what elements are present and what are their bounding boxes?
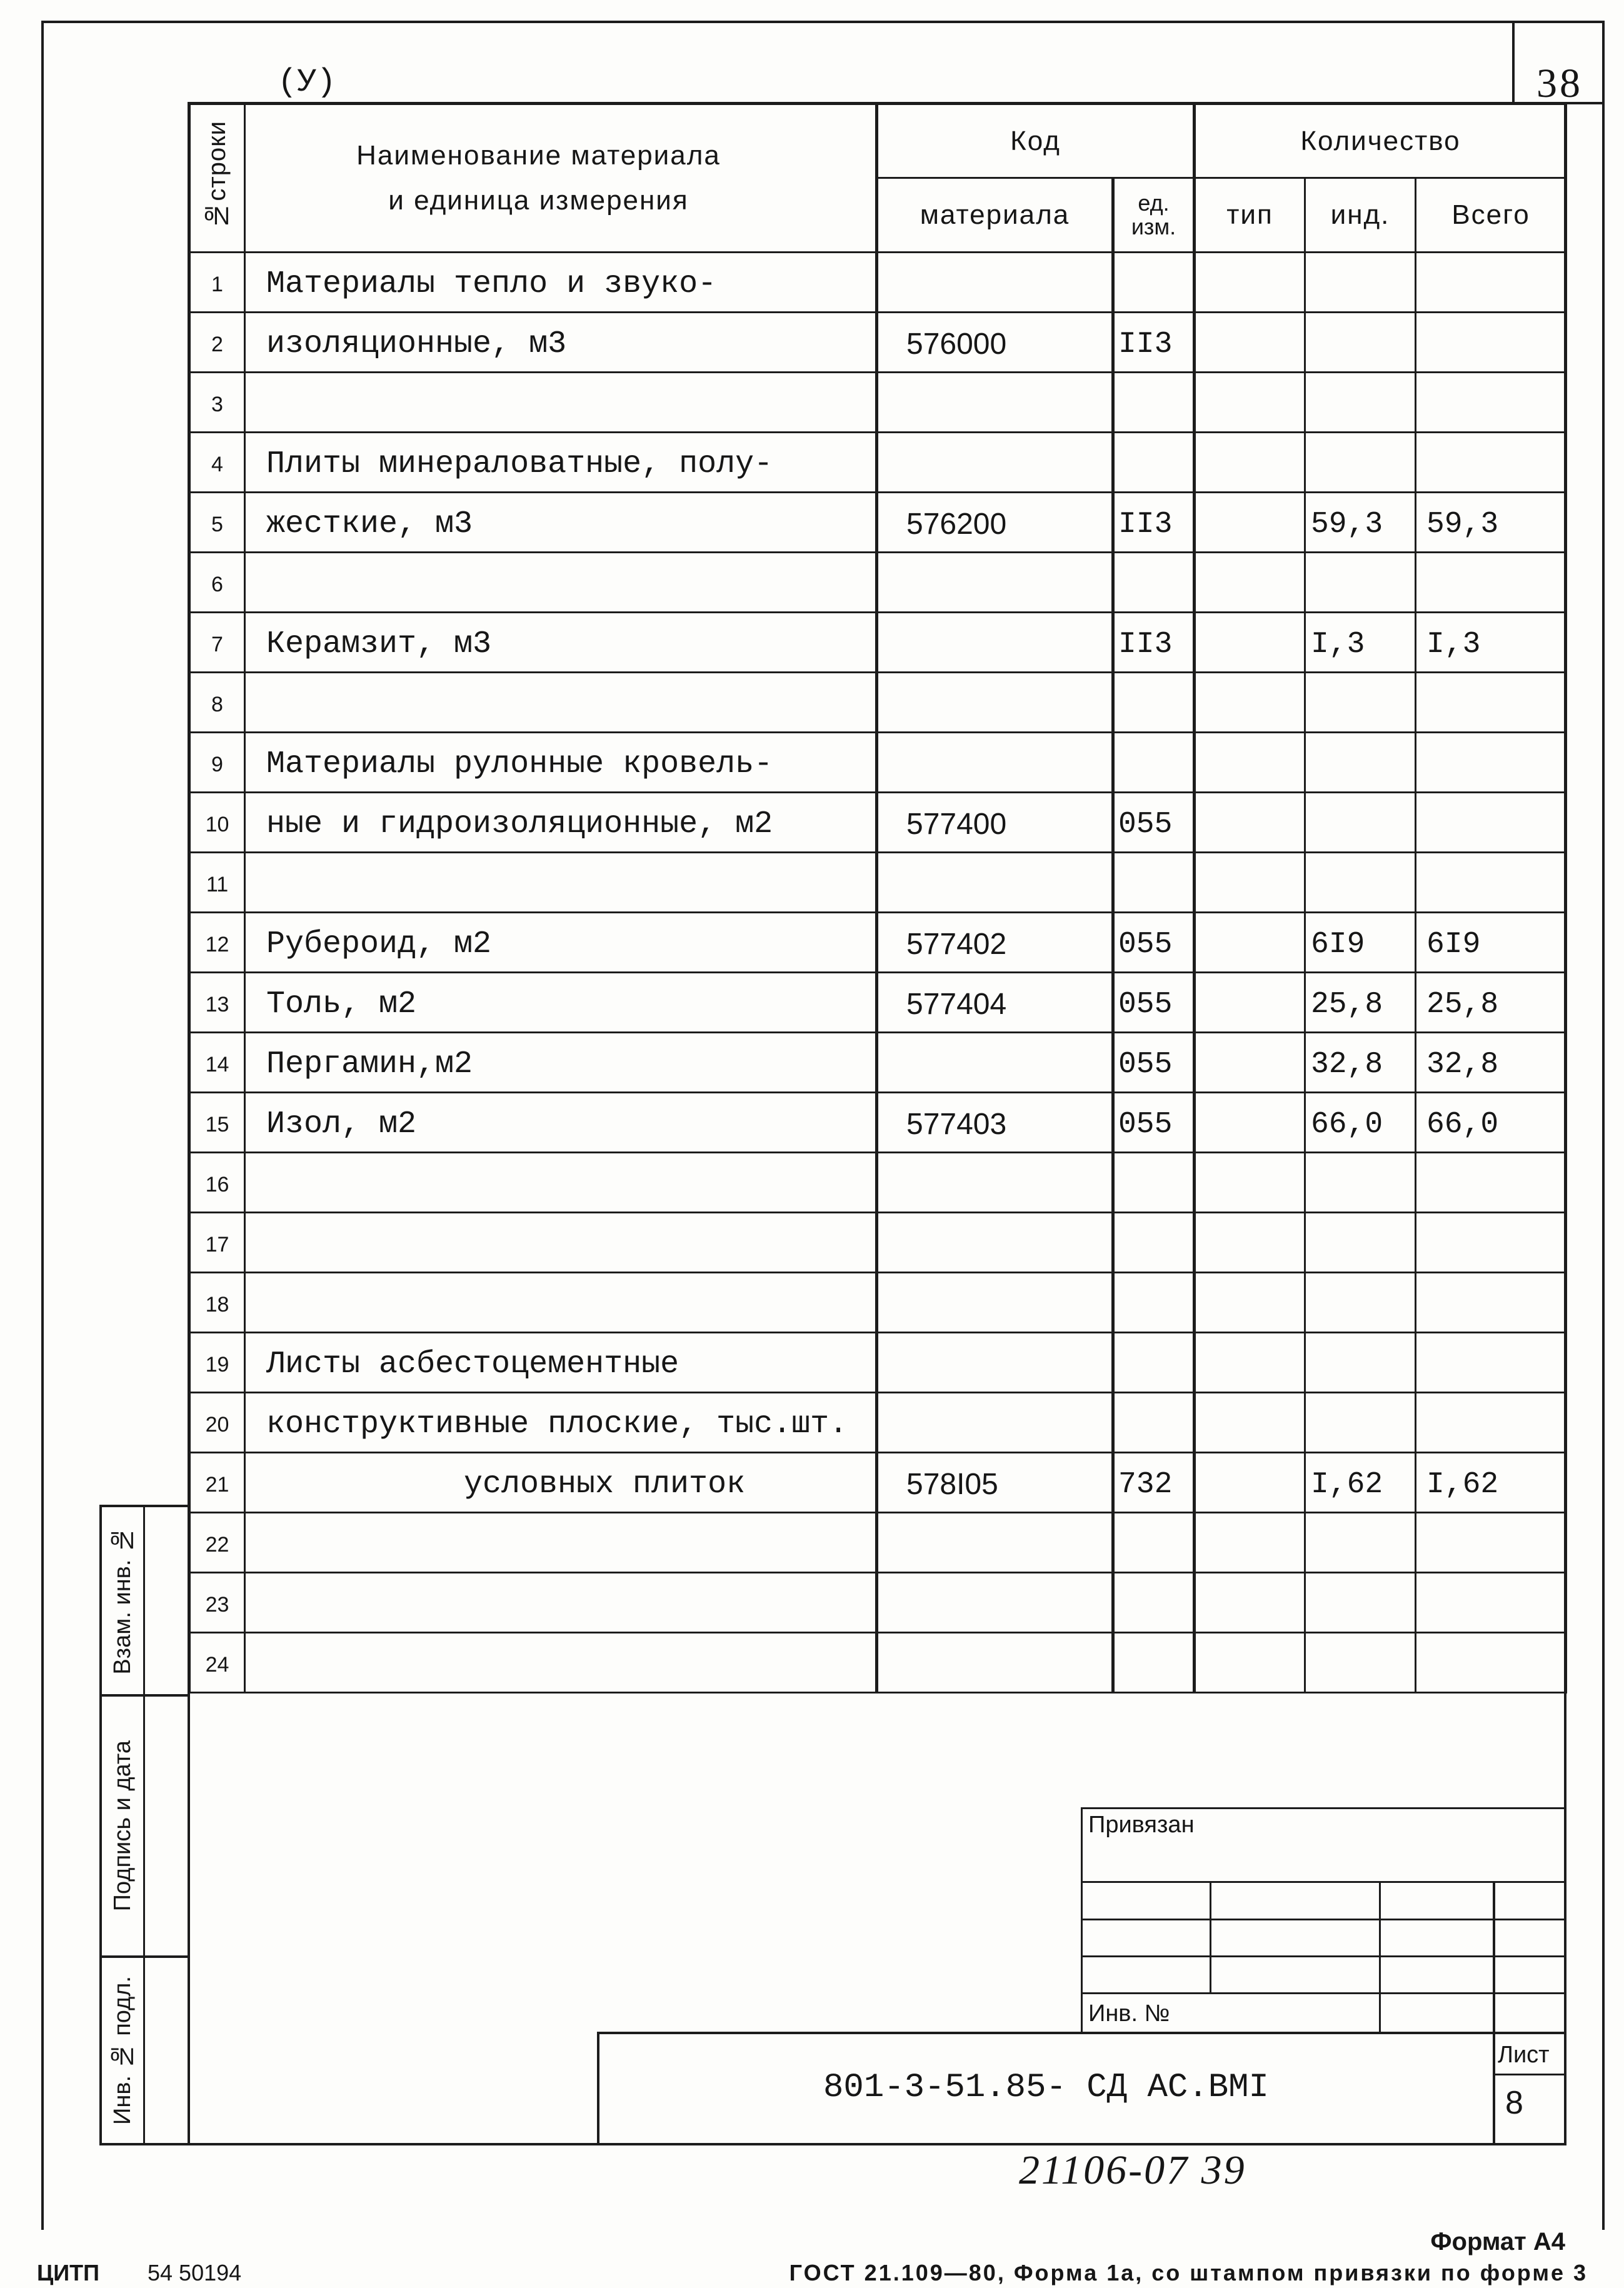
row-number-cell: 2 [190,313,245,373]
quantity-total-cell: 66,0 [1416,1093,1566,1153]
material-name-cell: изоляционные, м3 [245,313,877,373]
footer-organization: ЦИТП [37,2260,100,2285]
quantity-total-cell [1416,673,1566,733]
quantity-type-cell [1195,1153,1305,1213]
quantity-type-cell [1195,1573,1305,1633]
side-stamp-original-inv-cell [102,1958,143,2143]
table-row [190,613,1566,673]
material-name-cell [245,1633,877,1693]
table-row [190,253,1566,313]
material-code-cell: 578I05 [877,1453,1113,1513]
table-row [190,913,1566,973]
quantity-total-cell [1416,1633,1566,1693]
quantity-total-cell [1416,1153,1566,1213]
row-number-cell: 4 [190,433,245,493]
material-code-cell: 576000 [877,313,1113,373]
quantity-individual-cell [1305,433,1416,493]
material-name-cell: Пергамин,м2 [245,1033,877,1093]
row-number-header [190,104,245,253]
material-name-cell [245,553,877,613]
row-number-cell: 22 [190,1513,245,1573]
title-block-top-line [597,2032,1566,2034]
material-name-cell: Толь, м2 [245,973,877,1033]
material-code-cell: 577402 [877,913,1113,973]
table-row [190,853,1566,913]
table-row [190,1573,1566,1633]
unit-code-cell: 055 [1113,793,1195,853]
material-code-cell [877,373,1113,433]
handwritten-note: 21106-07 39 [1019,2147,1246,2193]
code-header: Код [877,104,1195,178]
quantity-individual-cell [1305,1333,1416,1393]
table-row [190,733,1566,793]
material-name-header [245,104,877,253]
quantity-type-cell [1195,1333,1305,1393]
table-row [190,1033,1566,1093]
outer-frame-left-line [41,21,44,2230]
quantity-type-cell [1195,1213,1305,1273]
material-name-cell: условных плиток [245,1453,877,1513]
material-name-cell: конструктивные плоские, тыс.шт. [245,1393,877,1453]
quantity-individual-cell: I,3 [1305,613,1416,673]
row-number-cell: 3 [190,373,245,433]
unit-code-cell [1113,733,1195,793]
row-number-cell: 10 [190,793,245,853]
quantity-total-cell [1416,733,1566,793]
binding-stamp-column-line [1493,1881,1495,2145]
row-number-cell: 23 [190,1573,245,1633]
quantity-type-cell [1195,1273,1305,1333]
binding-stamp-title: Привязан [1088,1812,1195,1838]
quantity-total-cell [1416,1573,1566,1633]
outer-frame-top-line [41,21,1605,23]
row-number-cell: 5 [190,493,245,553]
material-code-cell [877,553,1113,613]
quantity-total-cell [1416,433,1566,493]
unit-code-cell [1113,853,1195,913]
paper-format-label: Формат А4 [1430,2228,1565,2255]
quantity-individual-cell [1305,1273,1416,1333]
quantity-total-cell [1416,1273,1566,1333]
row-number-cell: 11 [190,853,245,913]
quantity-total-cell: 32,8 [1416,1033,1566,1093]
material-code-cell [877,613,1113,673]
unit-code-cell [1113,673,1195,733]
unit-code-cell: II3 [1113,493,1195,553]
table-row [190,973,1566,1033]
unit-code-cell [1113,1393,1195,1453]
material-code-cell: 577400 [877,793,1113,853]
quantity-individual-cell [1305,853,1416,913]
table-row [190,1393,1566,1453]
side-stamp-divider-line [143,1505,145,2145]
quantity-type-cell [1195,1513,1305,1573]
quantity-type-cell [1195,853,1305,913]
row-number-cell: 16 [190,1153,245,1213]
material-code-cell: 576200 [877,493,1113,553]
side-stamp-signature-date-label: Подпись и дата [109,1740,136,1912]
unit-code-cell [1113,1633,1195,1693]
row-number-cell: 9 [190,733,245,793]
quantity-individual-cell: 66,0 [1305,1093,1416,1153]
row-number-cell: 15 [190,1093,245,1153]
unit-code-header-line-1: ед. [1138,190,1170,216]
quantity-type-cell [1195,313,1305,373]
unit-code-cell [1113,373,1195,433]
row-number-cell: 13 [190,973,245,1033]
material-code-cell [877,1033,1113,1093]
unit-code-cell: 055 [1113,1093,1195,1153]
material-code-cell [877,1573,1113,1633]
material-name-cell: Керамзит, м3 [245,613,877,673]
table-row [190,1213,1566,1273]
material-code-cell: 577403 [877,1093,1113,1153]
quantity-type-cell [1195,613,1305,673]
quantity-individual-cell [1305,673,1416,733]
material-name-cell: Материалы рулонные кровель- [245,733,877,793]
quantity-total-cell [1416,1333,1566,1393]
unit-code-cell: 055 [1113,913,1195,973]
table-row [190,433,1566,493]
quantity-total-cell [1416,253,1566,313]
sheet-cell-divider-line [1493,2074,1566,2075]
quantity-individual-cell [1305,313,1416,373]
quantity-individual-cell: 6I9 [1305,913,1416,973]
unit-code-cell [1113,1153,1195,1213]
quantity-individual-cell [1305,1633,1416,1693]
table-header-row [190,104,1566,178]
quantity-individual-cell [1305,1513,1416,1573]
table-row [190,1453,1566,1513]
unit-code-header-line-2: изм. [1131,214,1176,239]
material-name-cell [245,853,877,913]
quantity-total-cell [1416,793,1566,853]
material-code-cell [877,1633,1113,1693]
quantity-individual-cell [1305,553,1416,613]
footer-order-number: 54 50194 [148,2260,242,2285]
binding-stamp-column-line [1210,1881,1211,1994]
table-row [190,1333,1566,1393]
quantity-total-cell [1416,1393,1566,1453]
quantity-type-cell [1195,553,1305,613]
row-number-cell: 1 [190,253,245,313]
page-number-box-line [1512,21,1515,104]
quantity-type-cell [1195,913,1305,973]
material-code-cell: 577404 [877,973,1113,1033]
unit-code-cell: II3 [1113,613,1195,673]
sheet-label: Лист [1498,2042,1550,2068]
binding-stamp-column-line [1379,1881,1381,2033]
unit-code-cell: 055 [1113,973,1195,1033]
quantity-total-cell: 59,3 [1416,493,1566,553]
quantity-type-header: тип [1195,178,1305,253]
quantity-type-cell [1195,973,1305,1033]
table-row [190,553,1566,613]
material-name-cell [245,1273,877,1333]
row-number-cell: 21 [190,1453,245,1513]
materials-table [189,103,1567,1693]
quantity-type-cell [1195,1453,1305,1513]
row-number-cell: 8 [190,673,245,733]
unit-code-cell [1113,1213,1195,1273]
side-stamp-signature-date-cell [102,1697,143,1955]
quantity-total-cell: 25,8 [1416,973,1566,1033]
quantity-type-cell [1195,793,1305,853]
table-row [190,373,1566,433]
quantity-individual-cell: I,62 [1305,1453,1416,1513]
quantity-type-cell [1195,433,1305,493]
unit-code-cell [1113,1273,1195,1333]
material-code-cell [877,433,1113,493]
quantity-total-cell [1416,373,1566,433]
row-number-cell: 6 [190,553,245,613]
binding-stamp-top-line [1081,1807,1566,1809]
inner-frame-bottom-line [99,2143,1566,2145]
quantity-individual-cell [1305,253,1416,313]
material-name-cell: жесткие, м3 [245,493,877,553]
material-name-cell [245,1213,877,1273]
row-number-cell: 12 [190,913,245,973]
quantity-individual-cell: 32,8 [1305,1033,1416,1093]
quantity-individual-header: инд. [1305,178,1416,253]
quantity-individual-cell: 59,3 [1305,493,1416,553]
material-code-cell [877,673,1113,733]
row-number-cell: 17 [190,1213,245,1273]
unit-code-cell [1113,433,1195,493]
material-name-cell: Рубероид, м2 [245,913,877,973]
material-code-cell [877,1273,1113,1333]
document-designation: 801-3-51.85- СД АС.ВМI [823,2069,1269,2107]
row-number-cell: 7 [190,613,245,673]
table-row [190,793,1566,853]
quantity-individual-cell [1305,733,1416,793]
quantity-individual-cell [1305,1393,1416,1453]
quantity-type-cell [1195,253,1305,313]
material-name-cell: Листы асбестоцементные [245,1333,877,1393]
quantity-type-cell [1195,1633,1305,1693]
side-stamp-original-inv-label: Инв. № подл. [109,1976,136,2125]
quantity-total-cell [1416,553,1566,613]
table-row [190,1093,1566,1153]
unit-code-cell [1113,1333,1195,1393]
quantity-type-cell [1195,493,1305,553]
row-number-cell: 19 [190,1333,245,1393]
quantity-total-header: Всего [1416,178,1566,253]
table-row [190,1513,1566,1573]
table-row [190,1633,1566,1693]
quantity-type-cell [1195,373,1305,433]
quantity-total-cell [1416,1513,1566,1573]
page-number: 38 [1536,61,1583,106]
material-code-cell [877,853,1113,913]
unit-code-cell [1113,1573,1195,1633]
quantity-type-cell [1195,673,1305,733]
footer-standard-reference: ГОСТ 21.109—80, Форма 1а, со штампом привязки по форме 3 [789,2260,1588,2285]
row-number-cell: 24 [190,1633,245,1693]
row-number-cell: 18 [190,1273,245,1333]
material-name-header-line-2: и единица измерения [388,185,689,216]
material-code-header: материала [877,178,1113,253]
material-code-cell [877,1513,1113,1573]
table-row [190,1273,1566,1333]
table-row [190,673,1566,733]
quantity-individual-cell [1305,1573,1416,1633]
row-number-cell: 14 [190,1033,245,1093]
material-code-cell [877,253,1113,313]
quantity-individual-cell [1305,793,1416,853]
side-stamp-replaced-inv-label: Взам. инв. № [109,1527,136,1675]
unit-code-cell: 055 [1113,1033,1195,1093]
material-code-cell [877,1213,1113,1273]
table-row [190,1153,1566,1213]
outer-frame-right-line [1602,21,1605,2230]
quantity-total-cell: I,3 [1416,613,1566,673]
quantity-individual-cell [1305,1213,1416,1273]
materials-table-body [190,253,1566,1693]
unit-code-cell [1113,553,1195,613]
row-number-header-label: №строки [203,121,231,229]
quantity-type-cell [1195,1393,1305,1453]
unit-code-header [1113,178,1195,253]
material-name-cell [245,673,877,733]
material-code-cell [877,733,1113,793]
unit-code-cell: 732 [1113,1453,1195,1513]
material-name-header-line-1: Наименование материала [356,140,721,171]
page-mark: (У) [278,64,336,101]
material-code-cell [877,1393,1113,1453]
unit-code-cell: II3 [1113,313,1195,373]
material-name-cell [245,1153,877,1213]
quantity-header: Количество [1195,104,1566,178]
material-name-cell: ные и гидроизоляционные, м2 [245,793,877,853]
material-name-cell: Материалы тепло и звуко- [245,253,877,313]
material-name-cell: Плиты минераловатные, полу- [245,433,877,493]
table-row [190,313,1566,373]
quantity-total-cell: 6I9 [1416,913,1566,973]
quantity-individual-cell [1305,373,1416,433]
unit-code-cell [1113,253,1195,313]
side-stamp-replaced-inv-cell [102,1507,143,1694]
table-row [190,493,1566,553]
quantity-type-cell [1195,1033,1305,1093]
material-name-cell [245,373,877,433]
material-name-cell [245,1513,877,1573]
quantity-total-cell [1416,853,1566,913]
quantity-total-cell [1416,1213,1566,1273]
material-code-cell [877,1333,1113,1393]
material-name-cell: Изол, м2 [245,1093,877,1153]
quantity-type-cell [1195,1093,1305,1153]
sheet-number: 8 [1505,2085,1523,2121]
quantity-individual-cell [1305,1153,1416,1213]
unit-code-cell [1113,1513,1195,1573]
material-code-cell [877,1153,1113,1213]
row-number-cell: 20 [190,1393,245,1453]
quantity-type-cell [1195,733,1305,793]
quantity-total-cell: I,62 [1416,1453,1566,1513]
quantity-individual-cell: 25,8 [1305,973,1416,1033]
quantity-total-cell [1416,313,1566,373]
binding-stamp-inv-label: Инв. № [1088,2000,1170,2027]
material-name-cell [245,1573,877,1633]
